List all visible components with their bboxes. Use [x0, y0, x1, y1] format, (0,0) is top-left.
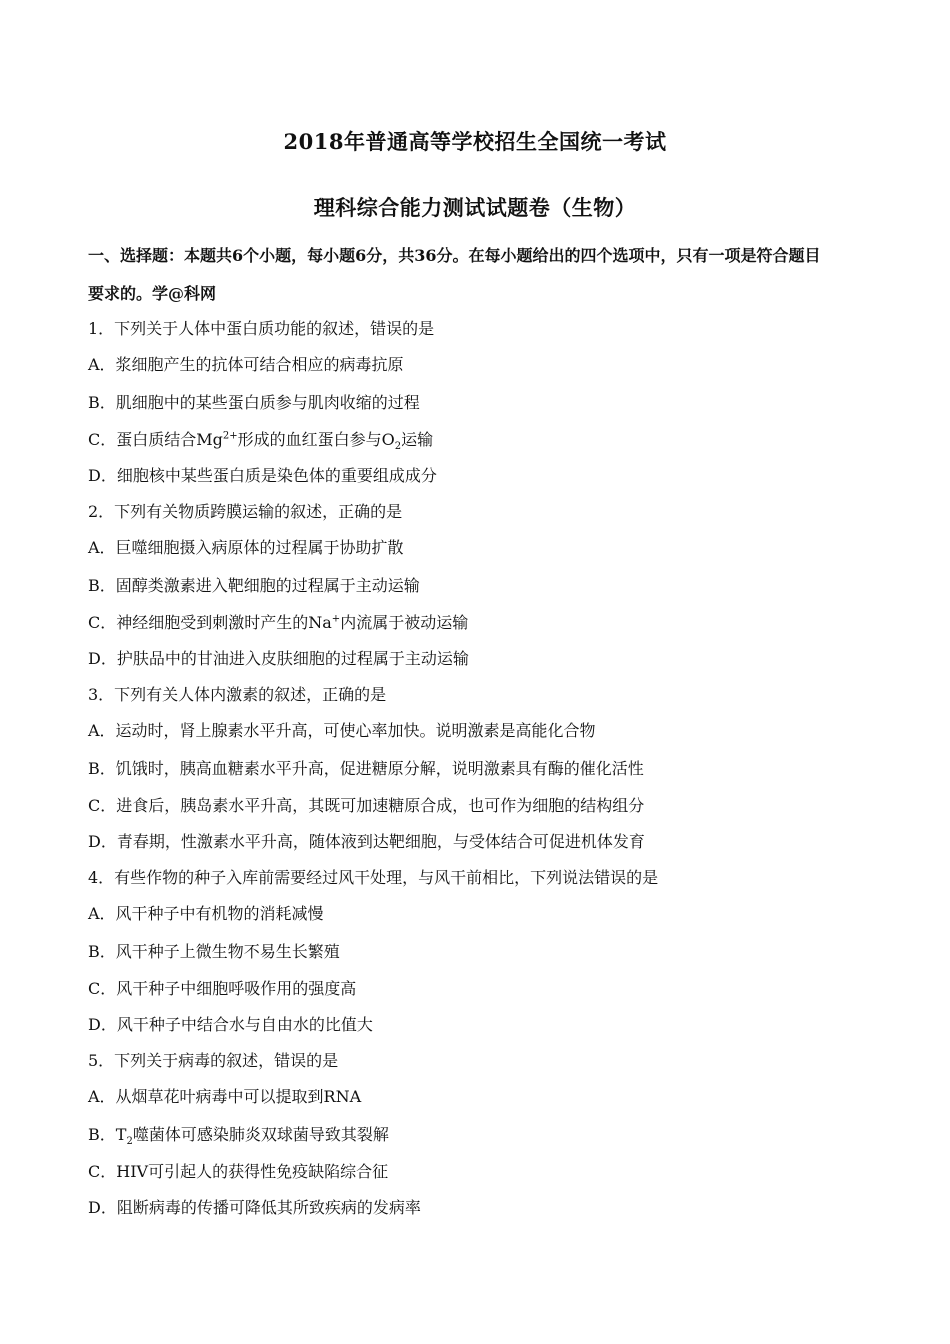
question-1-option-b: B．肌细胞中的某些蛋白质参与肌肉收缩的过程 — [88, 393, 420, 412]
question-2-option-a: A．巨噬细胞摄入病原体的过程属于协助扩散 — [88, 538, 404, 557]
exam-title: 2018年普通高等学校招生全国统一考试 — [283, 129, 667, 154]
exam-subtitle: 理科综合能力测试试题卷（生物） — [313, 195, 637, 220]
question-4-option-b: B．风干种子上微生物不易生长繁殖 — [88, 942, 340, 961]
question-2-option-b: B．固醇类激素进入靶细胞的过程属于主动运输 — [88, 576, 420, 595]
superscript: + — [331, 613, 341, 625]
subscript: 2 — [126, 1136, 133, 1148]
question-4-stem: 4．有些作物的种子入库前需要经过风干处理，与风干前相比，下列说法错误的是 — [88, 868, 659, 887]
question-4-option-a: A．风干种子中有机物的消耗减慢 — [88, 904, 324, 923]
question-4-option-d: D．风干种子中结合水与自由水的比值大 — [88, 1015, 373, 1034]
question-4-option-c: C．风干种子中细胞呼吸作用的强度高 — [88, 979, 357, 998]
option-text: B．T — [88, 1125, 127, 1144]
question-5-option-b — [88, 1124, 389, 1146]
section-instructions: 一、选择题：本题共6个小题，每小题6分，共36分。在每小题给出的四个选项中，只有一项是符合题目 — [88, 246, 821, 265]
question-3-option-c: C．进食后，胰岛素水平升高，其既可加速糖原合成，也可作为细胞的结构组分 — [88, 796, 645, 815]
question-3-option-a: A．运动时，肾上腺素水平升高，可使心率加快。说明激素是高能化合物 — [88, 721, 596, 740]
option-text: 内流属于被动运输 — [340, 613, 469, 632]
question-2-option-d: D．护肤品中的甘油进入皮肤细胞的过程属于主动运输 — [88, 649, 469, 668]
superscript: 2+ — [222, 430, 238, 442]
question-5-option-d: D．阻断病毒的传播可降低其所致疾病的发病率 — [88, 1198, 421, 1217]
question-3-option-b: B．饥饿时，胰高血糖素水平升高，促进糖原分解，说明激素具有酶的催化活性 — [88, 759, 644, 778]
question-1-option-d: D．细胞核中某些蛋白质是染色体的重要组成成分 — [88, 466, 437, 485]
option-text: C．蛋白质结合Mg — [88, 430, 223, 449]
question-3-option-d: D．青春期，性激素水平升高，随体液到达靶细胞，与受体结合可促进机体发育 — [88, 832, 645, 851]
option-text: C．神经细胞受到刺激时产生的Na — [88, 613, 332, 632]
option-text: 形成的血红蛋白参与O — [237, 430, 395, 449]
section-instructions-cont: 要求的。学@科网 — [88, 284, 217, 303]
question-2-option-c — [88, 612, 468, 634]
question-3-stem: 3．下列有关人体内激素的叙述，正确的是 — [88, 685, 387, 704]
question-5-option-c: C．HIV可引起人的获得性免疫缺陷综合征 — [88, 1162, 389, 1181]
question-1-option-c — [88, 429, 433, 451]
question-2-stem: 2．下列有关物质跨膜运输的叙述，正确的是 — [88, 502, 403, 521]
question-1-stem: 1．下列关于人体中蛋白质功能的叙述，错误的是 — [88, 319, 435, 338]
subscript: 2 — [394, 441, 402, 453]
option-text: 噬菌体可感染肺炎双球菌导致其裂解 — [132, 1125, 389, 1144]
question-5-stem: 5．下列关于病毒的叙述，错误的是 — [88, 1051, 339, 1070]
question-1-option-a: A．浆细胞产生的抗体可结合相应的病毒抗原 — [88, 355, 404, 374]
option-text: 运输 — [401, 430, 434, 449]
question-5-option-a: A．从烟草花叶病毒中可以提取到RNA — [88, 1087, 362, 1106]
